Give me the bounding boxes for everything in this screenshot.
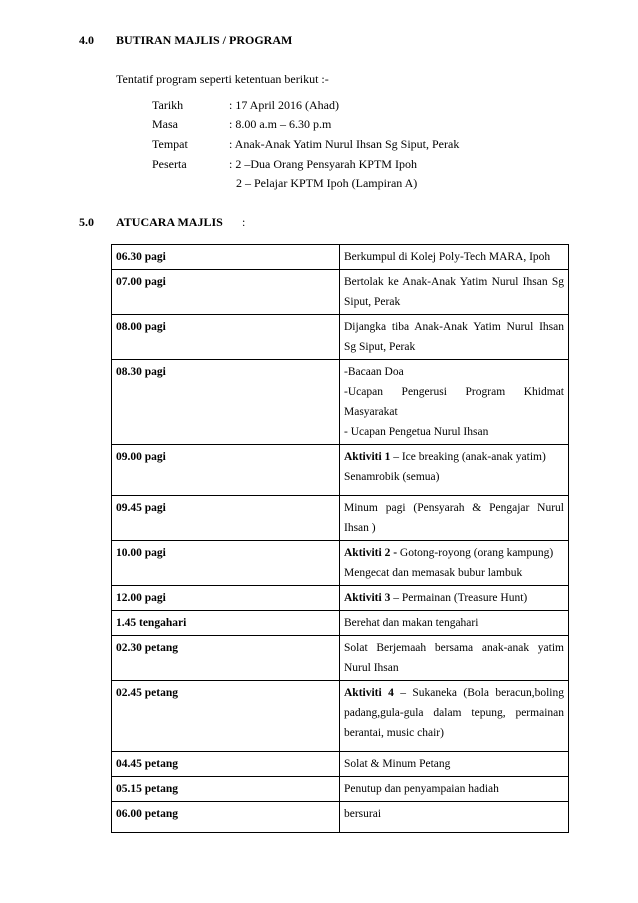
detail-value-tarikh: : 17 April 2016 (Ahad) <box>229 98 339 112</box>
activity-text: Berkumpul di Kolej Poly-Tech MARA, Ipoh <box>344 251 551 263</box>
activity-text: padang,gula-gula dalam tepung, permainan <box>344 707 564 719</box>
activity-line <box>344 402 564 422</box>
activity-cell <box>340 245 569 270</box>
activity-cell <box>340 586 569 611</box>
activity-text: Ihsan ) <box>344 522 376 534</box>
activity-line <box>344 563 564 583</box>
activity-text: Penutup dan penyampaian hadiah <box>344 783 499 795</box>
activity-line <box>344 292 564 312</box>
activity-text: Bertolak ke Anak-Anak Yatim Nurul Ihsan Sg <box>344 276 564 288</box>
activity-text: - Ucapan Pengetua Nurul Ihsan <box>344 426 489 438</box>
activity-line <box>344 754 564 774</box>
activity-cell <box>340 636 569 681</box>
detail-value-masa: : 8.00 a.m – 6.30 p.m <box>229 117 332 131</box>
table-row <box>112 245 569 270</box>
section-4-title: BUTIRAN MAJLIS / PROGRAM <box>116 33 293 47</box>
activity-label: Aktiviti 1 <box>344 451 391 463</box>
activity-line <box>344 382 564 402</box>
activity-line <box>344 658 564 678</box>
table-row <box>112 802 569 833</box>
detail-label-tempat: Tempat <box>152 137 188 151</box>
section-5-number: 5.0 <box>79 215 94 229</box>
detail-value-peserta: : 2 –Dua Orang Pensyarah KPTM Ipoh <box>229 157 417 171</box>
time-cell: 09.00 pagi <box>112 445 340 496</box>
activity-line <box>344 247 564 267</box>
time-cell: 02.30 petang <box>112 636 340 681</box>
activity-line <box>344 543 564 563</box>
activity-line <box>344 683 564 703</box>
table-row <box>112 611 569 636</box>
activity-text: Siput, Perak <box>344 296 401 308</box>
activity-cell <box>340 496 569 541</box>
activity-line <box>344 317 564 337</box>
table-row <box>112 496 569 541</box>
section-4-intro: Tentatif program seperti ketentuan berikut :- <box>116 72 329 86</box>
activity-line <box>344 613 564 633</box>
activity-text: Solat Berjemaah bersama anak-anak yatim <box>344 642 564 654</box>
table-row <box>112 681 569 752</box>
time-cell: 12.00 pagi <box>112 586 340 611</box>
activity-cell <box>340 541 569 586</box>
activity-text: – Permainan (Treasure Hunt) <box>390 592 528 604</box>
table-row <box>112 777 569 802</box>
activity-line <box>344 467 564 487</box>
time-cell: 09.45 pagi <box>112 496 340 541</box>
activity-text: Mengecat dan memasak bubur lambuk <box>344 567 523 579</box>
time-cell: 06.30 pagi <box>112 245 340 270</box>
detail-value-peserta-extra: 2 – Pelajar KPTM Ipoh (Lampiran A) <box>236 176 418 190</box>
activity-text: – Sukaneka (Bola beracun,boling <box>393 687 564 699</box>
activity-line <box>344 272 564 292</box>
table-row <box>112 636 569 681</box>
activity-text: Minum pagi (Pensyarah & Pengajar Nurul <box>344 502 564 514</box>
time-cell: 02.45 petang <box>112 681 340 752</box>
cell-spacer <box>344 487 564 493</box>
activity-line <box>344 638 564 658</box>
table-row <box>112 752 569 777</box>
activity-cell <box>340 270 569 315</box>
activity-text: Solat & Minum Petang <box>344 758 451 770</box>
time-cell: 08.30 pagi <box>112 360 340 445</box>
table-row <box>112 270 569 315</box>
detail-value-tempat: : Anak-Anak Yatim Nurul Ihsan Sg Siput, Perak <box>229 137 460 151</box>
table-row <box>112 586 569 611</box>
activity-label: Aktiviti 4 <box>344 687 394 699</box>
activity-cell <box>340 802 569 833</box>
activity-cell <box>340 445 569 496</box>
time-cell: 05.15 petang <box>112 777 340 802</box>
activity-text: Senamrobik (semua) <box>344 471 440 483</box>
section-4-number: 4.0 <box>79 33 94 47</box>
activity-cell <box>340 611 569 636</box>
activity-cell <box>340 777 569 802</box>
schedule-table <box>111 244 569 833</box>
time-cell: 08.00 pagi <box>112 315 340 360</box>
activity-cell <box>340 315 569 360</box>
activity-line <box>344 804 564 824</box>
activity-text: Sg Siput, Perak <box>344 341 416 353</box>
activity-line <box>344 588 564 608</box>
activity-text: bersurai <box>344 808 382 820</box>
detail-label-masa: Masa <box>152 117 178 131</box>
activity-line <box>344 337 564 357</box>
activity-cell <box>340 752 569 777</box>
activity-line <box>344 779 564 799</box>
activity-text: -Bacaan Doa <box>344 366 404 378</box>
activity-text: Nurul Ihsan <box>344 662 399 674</box>
time-cell: 07.00 pagi <box>112 270 340 315</box>
activity-text: Dijangka tiba Anak-Anak Yatim Nurul Ihsan <box>344 321 564 333</box>
activity-line <box>344 703 564 723</box>
activity-label: Aktiviti 2 - <box>344 547 398 559</box>
table-row <box>112 315 569 360</box>
time-cell: 10.00 pagi <box>112 541 340 586</box>
cell-spacer <box>344 743 564 749</box>
cell-spacer <box>344 824 564 830</box>
table-row <box>112 445 569 496</box>
detail-label-peserta: Peserta <box>152 157 187 171</box>
time-cell: 1.45 tengahari <box>112 611 340 636</box>
table-row <box>112 541 569 586</box>
detail-label-tarikh: Tarikh <box>152 98 184 112</box>
activity-line <box>344 422 564 442</box>
activity-line <box>344 518 564 538</box>
time-cell: 06.00 petang <box>112 802 340 833</box>
activity-line <box>344 723 564 743</box>
activity-text: berantai, music chair) <box>344 727 444 739</box>
activity-cell <box>340 360 569 445</box>
activity-cell <box>340 681 569 752</box>
activity-text: Berehat dan makan tengahari <box>344 617 479 629</box>
activity-text: Gotong-royong (orang kampung) <box>397 547 554 559</box>
section-5-title: ATUCARA MAJLIS <box>116 215 223 229</box>
activity-label: Aktiviti 3 <box>344 592 391 604</box>
activity-text: Masyarakat <box>344 406 398 418</box>
activity-text: – Ice breaking (anak-anak yatim) <box>390 451 546 463</box>
table-row <box>112 360 569 445</box>
activity-line <box>344 498 564 518</box>
time-cell: 04.45 petang <box>112 752 340 777</box>
activity-line <box>344 447 564 467</box>
activity-text: -Ucapan Pengerusi Program Khidmat <box>344 386 564 398</box>
section-5-colon: : <box>242 215 246 229</box>
activity-line <box>344 362 564 382</box>
